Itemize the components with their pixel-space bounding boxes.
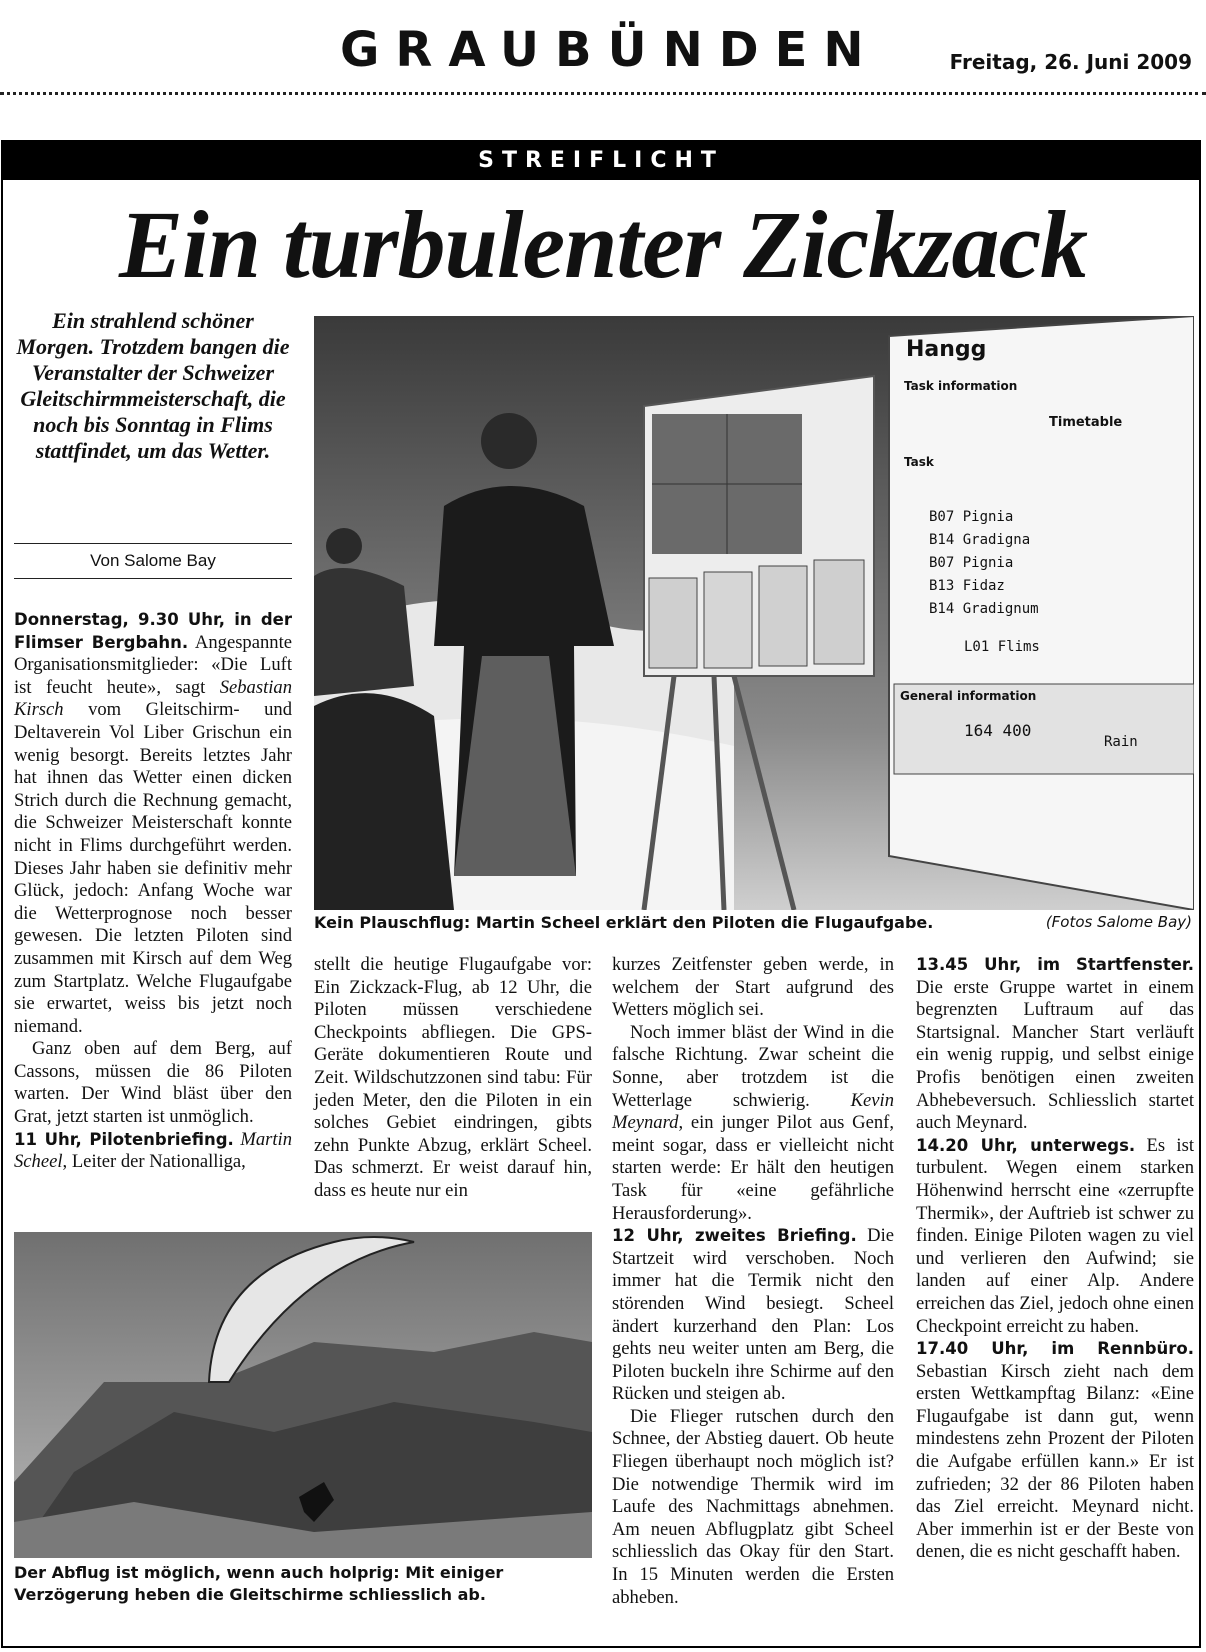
body-text: Es ist turbulent. Wegen einem starken Höhenwind herrscht eine «zerrupfte Thermik», der Auftrieb ist schwer zu finden. Einige Piloten wagen zu viel und verlieren den Aufwind; sie landen auf einer Alp. Andere erreichen das Ziel, jedoch ohne einen Checkpoint erreicht zu haben. (916, 1134, 1194, 1337)
time-heading: 12 Uhr, zweites Briefing. (612, 1226, 857, 1246)
body-text: , ein junger Pilot aus Genf, meint sogar, dass er vielleicht nicht starten werde: Er hält den heutigen Task für «eine gefährliche Herausforderung». (612, 1112, 894, 1224)
board-note: B07 Pignia (929, 555, 1014, 571)
body-paragraph (916, 1338, 1194, 1564)
person-name: Kevin Meynard (612, 1089, 894, 1134)
paraglider-photo (14, 1232, 592, 1558)
body-text: vom Gleitschirm- und Deltaverein Vol Liber Grischun ein wenig besorgt. Bereits letztes Jahr hat ihnen das Wetter einen dicken Strich durch die Rechnung gemacht, die Schweizer Meisterschaft konnte nicht in Flims durchgeführt werden. Dieses Jahr haben sie definitiv mehr Glück, jedoch: Anfang Woche war die Wetterprognose noch besser gewesen. Die letzten Piloten sind zusammen mit Kirsch auf dem Weg zum Startplatz. Welche Flugaufgabe sie erwartet, weiss bis jetzt noch niemand. (14, 699, 292, 1037)
board-note: B14 Gradigna (929, 532, 1031, 548)
body-text: , Leiter der Nationalliga, (62, 1151, 246, 1173)
body-text: Angespannte Organisationsmitglieder: «Die Luft ist feucht heute», sagt (14, 631, 292, 698)
body-text: Die erste Gruppe wartet in einem begrenzten Luftraum auf das Startsignal. Mancher Start verläuft ein wenig ruppig, und selbst einige Profis benötigen einen zweiten Abhebeversuch. Schliesslich startet auch Meynard. (916, 976, 1194, 1134)
paraglider-photo-caption: Der Abflug ist möglich, wenn auch holprig: Mit einiger Verzögerung heben die Gleitschirme schliesslich ab. (14, 1563, 504, 1604)
section-title: GRAUBÜNDEN (340, 22, 880, 78)
text-column-4 (916, 954, 1194, 1564)
header-divider (0, 92, 1206, 95)
body-paragraph: kurzes Zeitfenster geben werde, in welchem der Start aufgrund des Wetters möglich sei. (612, 954, 894, 1021)
body-paragraph: stellt die heutige Flugaufgabe vor: Ein Zickzack-Flug, ab 12 Uhr, die Piloten müssen verschiedene Checkpoints abfliegen. Die GPS-Geräte dokumentieren Route und Zeit. Wildschutzzonen sind tabu: Für jeden Meter, den die Piloten in ein solches Gebiet eindringen, gibts zehn Punkte Abzug, erklärt Scheel. Das schmerzt. Er weist darauf hin, dass es heute nur ein (314, 954, 592, 1201)
text-column-1 (14, 609, 292, 1174)
board-section: General information (900, 689, 1037, 703)
lead-paragraph: Ein strahlend schöner Morgen. Trotzdem bangen die Veranstalter der Schweizer Gleitschirmmeisterschaft, die noch bis Sonntag in Flims stattfindet, um das Wetter. (16, 308, 290, 463)
body-paragraph (14, 1038, 292, 1128)
board-note: B14 Gradignum (929, 601, 1039, 617)
board-section: Timetable (1049, 415, 1123, 430)
body-text: Noch immer bläst der Wind in die falsche Richtung. Zwar scheint die Sonne, aber trotzdem ist die Wetterlage schwierig. (612, 1021, 894, 1111)
body-paragraph (612, 1022, 894, 1225)
board-note: Rain (1104, 734, 1138, 750)
time-heading: 11 Uhr, Pilotenbriefing. (14, 1129, 234, 1149)
text-column-3 (612, 954, 894, 1609)
board-note: 164 400 (964, 721, 1032, 740)
time-heading: Donnerstag, 9.30 Uhr, in der Flimser Bergbahn. (14, 610, 292, 652)
board-note: B07 Pignia (929, 509, 1014, 525)
main-photo (314, 316, 1194, 910)
body-paragraph (916, 1135, 1194, 1338)
board-section: Task information (904, 379, 1018, 393)
photo-credit: (Fotos Salome Bay) (1045, 913, 1192, 931)
time-heading: 13.45 Uhr, im Startfenster. (916, 955, 1194, 974)
body-paragraph (916, 954, 1194, 1135)
kicker-bar (1, 140, 1201, 180)
person-name: Martin Scheel (14, 1128, 292, 1173)
body-paragraph (612, 1225, 894, 1406)
body-paragraph (612, 1406, 894, 1609)
time-heading: 14.20 Uhr, unterwegs. (916, 1135, 1136, 1155)
kicker-label: STREIFLICHT (478, 147, 724, 173)
time-heading: 17.40 Uhr, im Rennbüro. (916, 1339, 1194, 1359)
board-note: B13 Fidaz (929, 578, 1005, 594)
paraglider-image (14, 1232, 592, 1558)
body-text: Die Flieger rutschen durch den Schnee, der Abstieg dauert. Ob heute Fliegen überhaupt noch möglich ist? Die notwendige Thermik wird im Laufe des Nachmittags abnehmen. Am neuen Abflugplatz gibt Scheel schliesslich das Okay für den Start. In 15 Minuten werden die Ersten abheben. (612, 1405, 894, 1608)
publication-date: Freitag, 26. Juni 2009 (949, 50, 1192, 74)
byline-text: Von Salome Bay (90, 551, 216, 570)
main-photo-caption: Kein Plauschflug: Martin Scheel erklärt den Piloten die Flugaufgabe. (314, 913, 934, 932)
text-column-2 (314, 954, 592, 1203)
body-text: Sebastian Kirsch zieht nach dem ersten Wettkampftag Bilanz: «Eine Flugaufgabe ist dann gut, wenn mindestens zehn Prozent der Piloten die Aufgabe erfüllen kann.» Er ist zufrieden; 32 der 86 Piloten haben das Ziel erreicht. Meynard nicht. Aber immerhin ist er der Beste von denen, die es nicht geschafft haben. (916, 1360, 1194, 1563)
person-name: Sebastian Kirsch (14, 676, 292, 721)
body-paragraph (14, 1129, 292, 1174)
board-note: L01 Flims (964, 639, 1040, 655)
body-text: Die Startzeit wird verschoben. Noch immer hat die Termik nicht den störenden Wind besiegt. Scheel ändert kurzerhand den Plan: Los gehts neu weiter unten am Berg, die Piloten buckeln ihre Schirme auf den Rücken und steigen ab. (612, 1225, 895, 1405)
briefing-scene-image (314, 316, 1194, 910)
headline: Ein turbulenter Zickzack (118, 191, 1088, 298)
body-text: Ganz oben auf dem Berg, auf Cassons, müssen die 86 Piloten warten. Der Wind bläst über den Grat, jetzt starten ist unmöglich. (14, 1038, 292, 1128)
board-title: Hangg (906, 337, 987, 362)
body-paragraph (14, 609, 292, 1038)
byline (14, 543, 292, 579)
board-section: Task (904, 455, 934, 469)
